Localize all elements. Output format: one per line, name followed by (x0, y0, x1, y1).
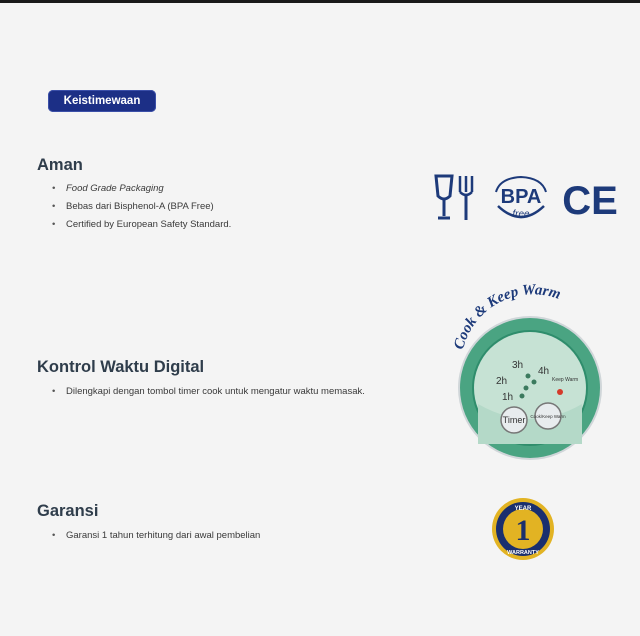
section-title-garansi: Garansi (37, 502, 99, 520)
section-title-aman: Aman (37, 156, 83, 174)
svg-text:3h: 3h (512, 360, 524, 371)
list-item: • Dilengkapi dengan tombol timer cook untuk mengatur waktu memasak. (52, 383, 365, 401)
svg-text:free: free (512, 209, 530, 220)
kontrol-list (52, 383, 365, 401)
svg-text:Cook & Keep Warm: Cook & Keep Warm (451, 284, 563, 352)
svg-text:CE: CE (562, 179, 618, 222)
bpa-free-icon (490, 174, 552, 228)
svg-text:1h: 1h (502, 392, 514, 403)
garansi-list (52, 527, 260, 545)
ce-mark-icon (560, 176, 622, 222)
features-badge: Keistimewaan (48, 90, 156, 112)
svg-text:WARRANTY: WARRANTY (507, 550, 539, 556)
svg-text:1: 1 (515, 514, 531, 547)
svg-text:2h: 2h (496, 376, 508, 387)
list-item: • Bebas dari Bisphenol-A (BPA Free) (52, 198, 231, 216)
list-item: • Garansi 1 tahun terhitung dari awal pembelian (52, 527, 260, 545)
svg-text:YEAR: YEAR (514, 506, 532, 512)
svg-text:Keep Warm: Keep Warm (552, 377, 579, 383)
svg-text:4h: 4h (538, 366, 550, 377)
cook-keep-warm-panel-icon (440, 284, 620, 464)
aman-list (52, 180, 231, 234)
svg-text:BPA: BPA (500, 186, 542, 208)
svg-text:Cook/Keep Warm: Cook/Keep Warm (530, 414, 566, 419)
svg-text:Timer: Timer (502, 415, 526, 425)
food-grade-icon (432, 172, 480, 224)
list-item: • Certified by European Safety Standard. (52, 216, 231, 234)
section-title-kontrol: Kontrol Waktu Digital (37, 358, 205, 376)
list-item: • Food Grade Packaging (52, 180, 231, 198)
warranty-badge-icon (490, 496, 556, 562)
top-border (0, 0, 640, 3)
